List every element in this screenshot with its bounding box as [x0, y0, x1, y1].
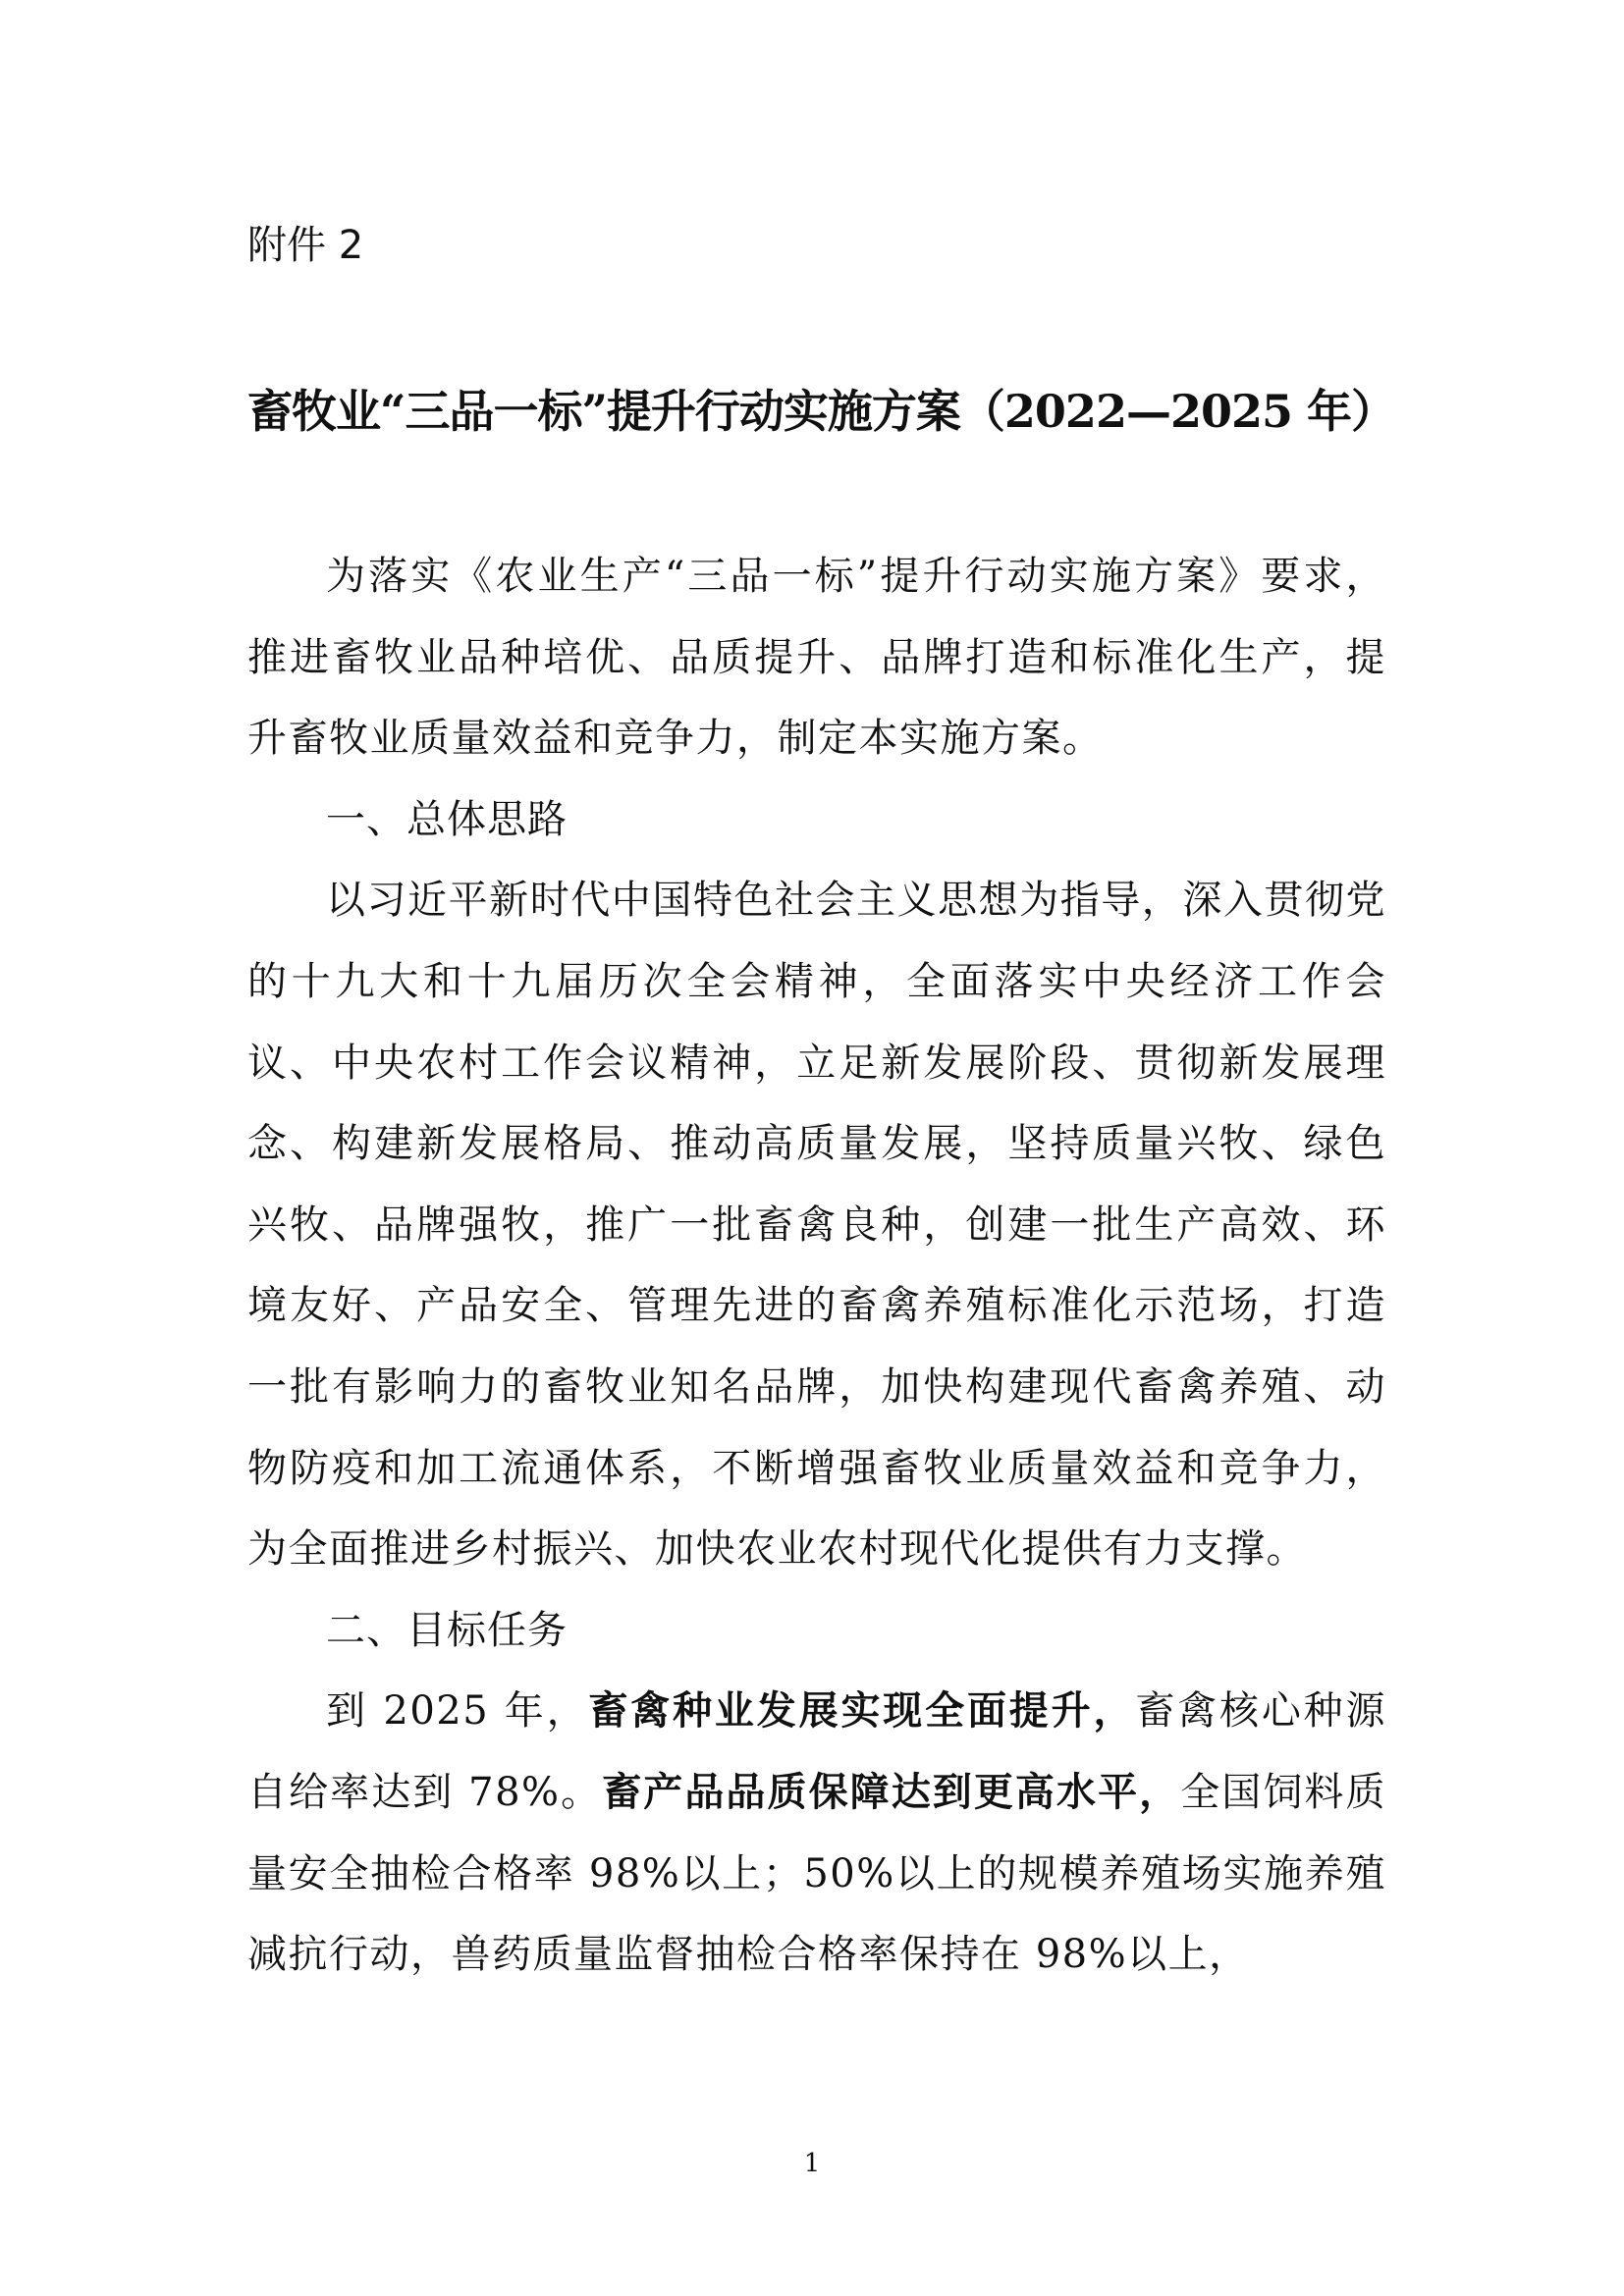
section-heading-overall-approach: 一、总体思路: [326, 796, 568, 842]
document-body: [247, 536, 1386, 1996]
goals-text-2: 畜禽核心种源自给率达到 78%。: [247, 1688, 1387, 1815]
page-number: 1: [803, 2149, 821, 2178]
document-title: 畜牧业“三品一标”提升行动实施方案（2022—2025 年）: [247, 385, 1395, 438]
overall-approach-paragraph: 以习近平新时代中国特色社会主义思想为指导，深入贯彻党的十九大和十九届历次全会精神，全面落实中央经济工作会议、中央农村工作会议精神，立足新发展阶段、贯彻新发展理念、构建新发展格局、推动高质量发展，坚持质量兴牧、绿色兴牧、品牌强牧，推广一批畜禽良种，创建一批生产高效、环境友好、产品安全、管理先进的畜禽养殖标准化示范场，打造一批有影响力的畜牧业知名品牌，加快构建现代畜禽养殖、动物防疫和加工流通体系，不断增强畜牧业质量效益和竞争力，为全面推进乡村振兴、加快农业农村现代化提供有力支撑。: [247, 878, 1386, 1573]
goals-bold-text-1: 畜禽种业发展实现全面提升，: [588, 1687, 1136, 1735]
goals-text-1: 到 2025 年，: [326, 1688, 589, 1735]
goals-bold-text-2: 畜产品品质保障达到更高水平，: [602, 1768, 1181, 1815]
goals-paragraph: [247, 1671, 1386, 1995]
intro-paragraph: 为落实《农业生产“三品一标”提升行动实施方案》要求，推进畜牧业品种培优、品质提升、品牌打造和标准化生产，提升畜牧业质量效益和竞争力，制定本实施方案。: [247, 554, 1386, 762]
goals-text-3: 全国饲料质量安全抽检合格率 98%以上；50%以上的规模养殖场实施养殖减抗行动，兽药质量监督抽检合格率保持在 98%以上，: [247, 1769, 1387, 1978]
section-heading-goals: 二、目标任务: [326, 1607, 568, 1653]
attachment-label: 附件 2: [247, 223, 364, 268]
